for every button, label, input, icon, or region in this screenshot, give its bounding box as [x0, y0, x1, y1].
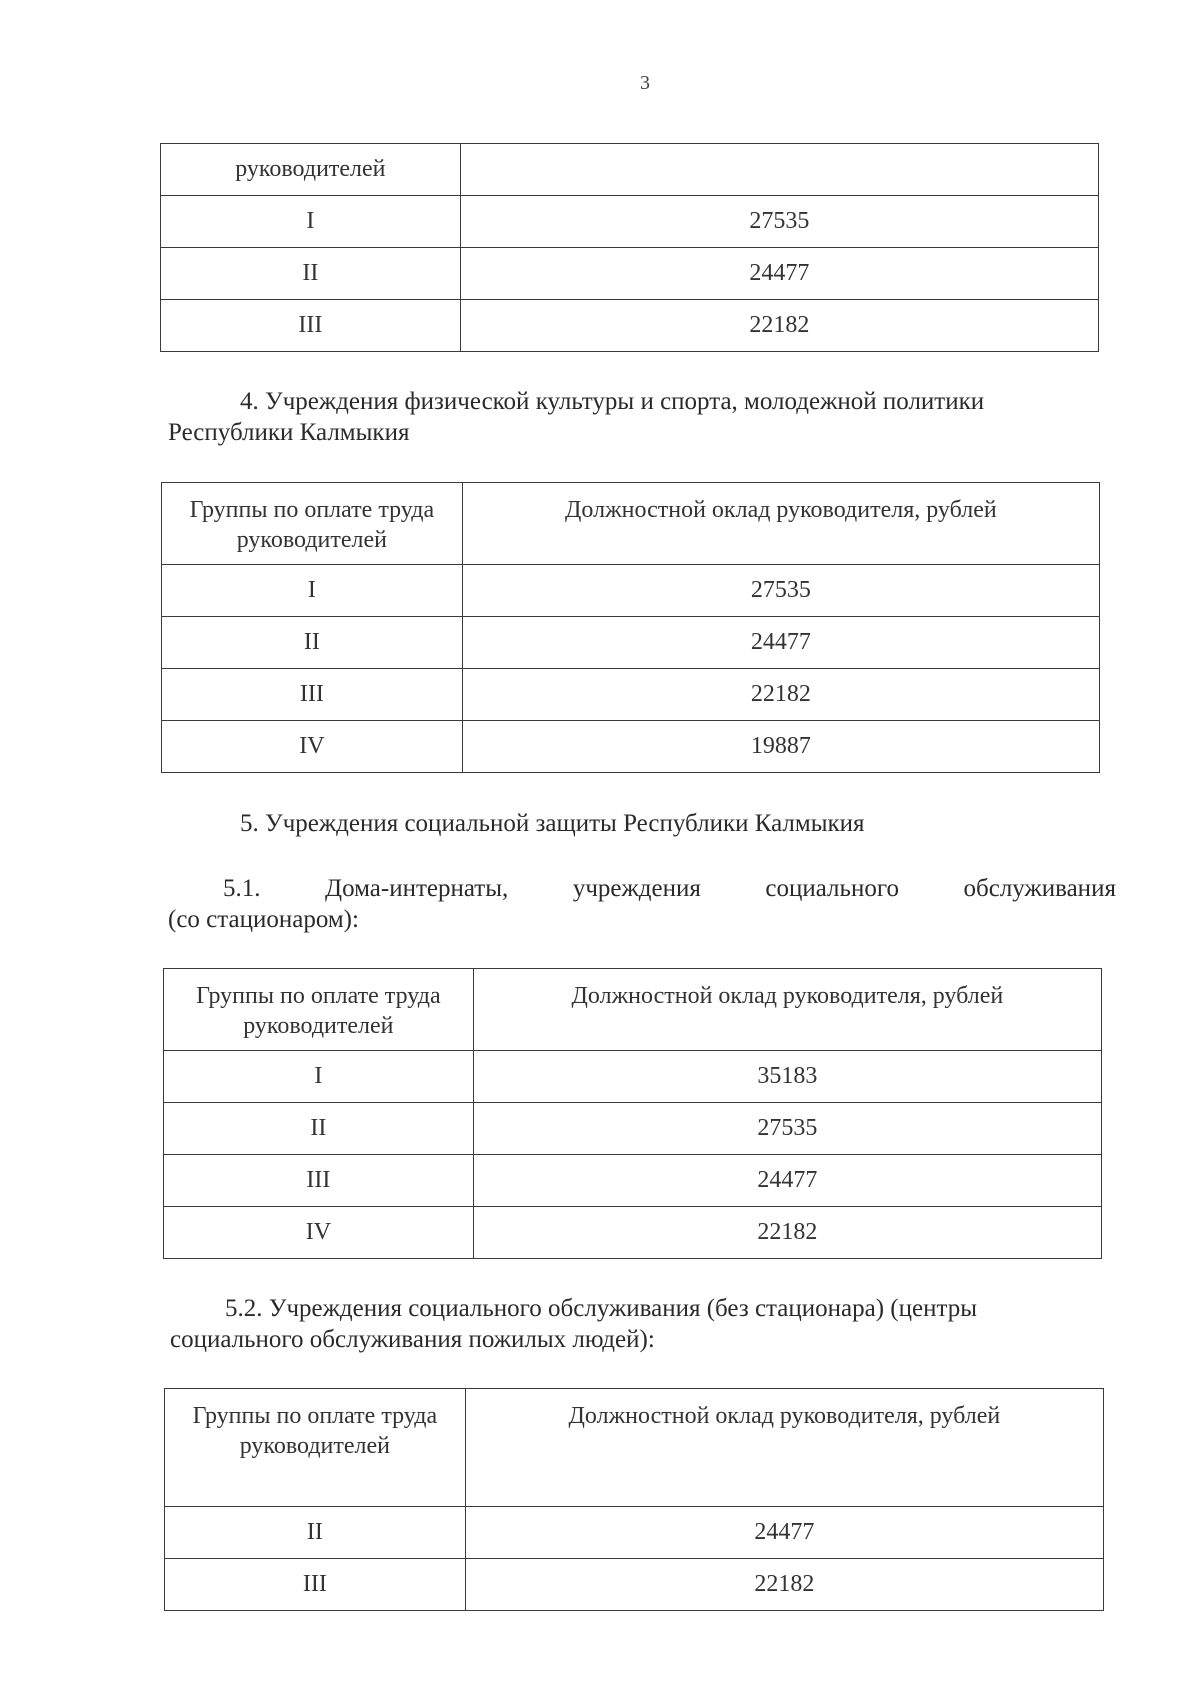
group-header-line2: руководителей [236, 527, 388, 553]
group-cell: II [162, 617, 463, 669]
salary-header-cell: Должностной оклад руководителя, рублей [473, 969, 1101, 1051]
group-header-cell: руководителей [161, 144, 461, 196]
table-row [165, 1507, 1104, 1559]
salary-cell: 24477 [465, 1507, 1103, 1559]
salary-table-continued [160, 143, 1099, 352]
group-header-line2: руководителей [243, 1013, 394, 1039]
section-5-1-word: социального [765, 875, 899, 902]
salary-cell: 27535 [460, 196, 1098, 248]
group-header-line2: руководителей [239, 1433, 391, 1459]
section-4-heading-line2: Республики Калмыкия [168, 419, 410, 446]
group-header-cell [164, 969, 474, 1051]
group-cell: IV [162, 721, 463, 773]
table-row [162, 565, 1100, 617]
table-row [164, 1207, 1102, 1259]
salary-header-cell [460, 144, 1098, 196]
section-4-heading [168, 386, 1128, 448]
table-row [161, 196, 1099, 248]
table-row [164, 1051, 1102, 1103]
table-row [164, 1103, 1102, 1155]
salary-cell: 22182 [462, 669, 1099, 721]
salary-cell: 27535 [473, 1103, 1101, 1155]
group-cell: III [161, 300, 461, 352]
table-row [162, 721, 1100, 773]
section-5-heading [240, 808, 1120, 839]
section-5-1-word: Дома-интернаты, [325, 875, 509, 902]
salary-header-cell: Должностной оклад руководителя, рублей [462, 483, 1099, 565]
table-header-row [164, 969, 1102, 1051]
section-5-2-line2: социального обслуживания пожилых людей): [170, 1326, 655, 1353]
section-5-2-line1: 5.2. Учреждения социального обслуживания (без стационара) (центры [225, 1295, 977, 1322]
group-header-line1: Группы по оплате труда [192, 1403, 438, 1429]
table-row [164, 1155, 1102, 1207]
table-row [161, 248, 1099, 300]
group-cell: IV [164, 1207, 474, 1259]
section-5-heading-text: 5. Учреждения социальной защиты Республики Калмыкия [240, 810, 865, 837]
salary-cell: 22182 [473, 1207, 1101, 1259]
table-row [161, 300, 1099, 352]
salary-cell: 19887 [462, 721, 1099, 773]
group-cell: III [165, 1559, 466, 1611]
salary-table-section-4 [161, 482, 1100, 773]
salary-cell: 24477 [462, 617, 1099, 669]
group-header-cell [165, 1389, 466, 1507]
group-header-line1: Группы по оплате труда [196, 983, 441, 1009]
group-cell: III [162, 669, 463, 721]
salary-cell: 22182 [460, 300, 1098, 352]
salary-cell: 24477 [460, 248, 1098, 300]
section-5-1-word: обслуживания [963, 875, 1116, 902]
page-number: 3 [640, 72, 650, 94]
group-cell: I [164, 1051, 474, 1103]
table-header-row [161, 144, 1099, 196]
group-cell: II [165, 1507, 466, 1559]
table-header-row [165, 1389, 1104, 1507]
group-cell: I [162, 565, 463, 617]
section-5-1-line2: (со стационаром): [168, 906, 359, 933]
salary-cell: 35183 [473, 1051, 1101, 1103]
salary-cell: 24477 [473, 1155, 1101, 1207]
salary-header-cell: Должностной оклад руководителя, рублей [465, 1389, 1103, 1507]
table-header-row [162, 483, 1100, 565]
salary-cell: 22182 [465, 1559, 1103, 1611]
section-5-1-word: учреждения [572, 875, 701, 902]
table-row [165, 1559, 1104, 1611]
group-header-cell [162, 483, 463, 565]
table-row [162, 669, 1100, 721]
group-header-line1: Группы по оплате труда [189, 497, 435, 523]
section-5-1-word: 5.1. [223, 875, 261, 902]
salary-cell: 27535 [462, 565, 1099, 617]
section-4-heading-line1: 4. Учреждения физической культуры и спорта, молодежной политики [240, 388, 985, 415]
group-cell: II [164, 1103, 474, 1155]
section-5-1-line1 [168, 873, 1116, 904]
group-cell: III [164, 1155, 474, 1207]
table-row [162, 617, 1100, 669]
group-cell: II [161, 248, 461, 300]
group-cell: I [161, 196, 461, 248]
section-5-1-text [168, 873, 1116, 935]
salary-table-section-5-2 [164, 1388, 1104, 1611]
salary-table-section-5-1 [163, 968, 1102, 1259]
section-5-2-text [170, 1293, 1118, 1355]
